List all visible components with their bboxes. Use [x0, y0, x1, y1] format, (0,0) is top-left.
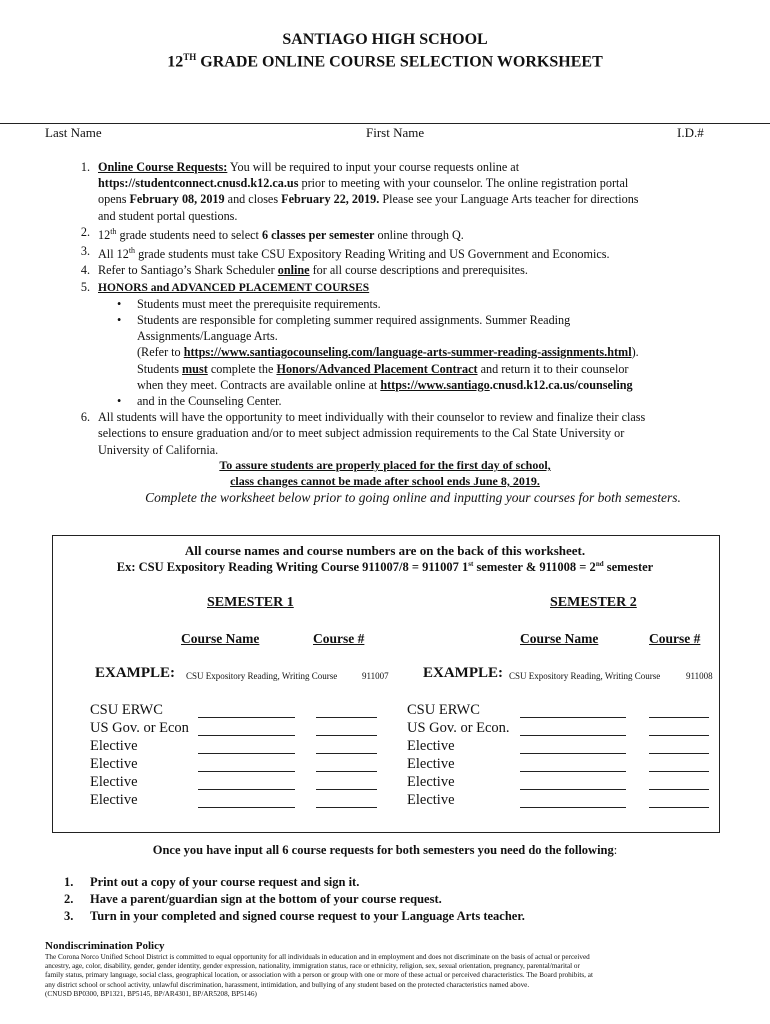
- title-grade: 12: [167, 53, 184, 71]
- item-text: All students will have the opportunity to meet individually with their counselor to review and finalize their class: [98, 410, 646, 425]
- counseling-link[interactable]: https://www.santiago: [380, 377, 490, 392]
- schedule-change-warning: [0, 457, 770, 489]
- step-number: 2.: [64, 892, 74, 906]
- nondiscrimination-heading: Nondiscrimination Policy: [45, 940, 165, 952]
- sem1-course-number-field[interactable]: [316, 753, 377, 754]
- must-emphasis: must: [182, 361, 208, 376]
- example-text: Ex: CSU Expository Reading Writing Course 911007/8 = 911007 1: [116, 560, 469, 575]
- item-text: University of California.: [98, 442, 219, 457]
- title-grade-suffix: TH: [183, 52, 197, 62]
- sem2-course-name-field[interactable]: [520, 807, 626, 808]
- sem2-course-number-field[interactable]: [649, 753, 709, 754]
- bullet-item: [117, 296, 735, 312]
- list-item: [45, 279, 735, 296]
- item-number: 6.: [80, 410, 90, 425]
- sem2-course-number-header: Course #: [649, 631, 701, 646]
- warning-line: To assure students are properly placed for the first day of school,: [219, 458, 551, 472]
- sem1-example-course: CSU Expository Reading, Writing Course: [186, 671, 338, 681]
- sem1-course-label: Elective: [90, 792, 138, 808]
- item-text: prior to meeting with your counselor. The online registration portal: [298, 176, 629, 191]
- step-number: 1.: [64, 875, 74, 889]
- policy-line: (CNUSD BP0300, BP1321, BP5145, BP/AR4301, BP/AR5208, BP5146): [45, 989, 257, 998]
- ordinal-suffix: nd: [595, 560, 604, 568]
- sem1-course-label: Elective: [90, 738, 138, 754]
- sem2-course-name-field[interactable]: [520, 717, 626, 718]
- title-rest: GRADE ONLINE COURSE SELECTION WORKSHEET: [196, 53, 603, 71]
- policy-line: The Corona Norco Unified School District is committed to equal opportunity for all individuals in education and in employment and does not discriminate on the basis of actual or perceived: [45, 953, 590, 961]
- sem1-example-label: EXAMPLE:: [95, 665, 175, 681]
- item-number: 2.: [80, 224, 90, 239]
- list-item: [45, 262, 735, 278]
- sem2-example-number: 911008: [686, 671, 713, 681]
- step-text: Print out a copy of your course request and sign it.: [90, 875, 360, 889]
- sem2-course-name-field[interactable]: [520, 771, 626, 772]
- item-number: 3.: [80, 244, 90, 259]
- item-text: You will be required to input your course requests online at: [227, 160, 520, 174]
- item-text: grade students must take CSU Expository Reading Writing and US Government and Economics.: [135, 247, 610, 262]
- sem1-course-number-header: Course #: [313, 631, 365, 646]
- item-text: ).: [631, 345, 639, 360]
- sem1-course-number-field[interactable]: [316, 771, 377, 772]
- sem2-course-name-field[interactable]: [520, 735, 626, 736]
- item-number: 4.: [80, 263, 90, 278]
- online-requests-heading: Online Course Requests:: [98, 160, 228, 174]
- list-item: [45, 159, 735, 175]
- sem1-course-name-field[interactable]: [198, 735, 295, 736]
- ordinal-suffix: th: [110, 226, 117, 236]
- followup-intro: [0, 843, 770, 858]
- item-text: and student portal questions.: [98, 208, 238, 223]
- item-number: 5.: [80, 279, 90, 294]
- sem1-course-name-field[interactable]: [198, 717, 295, 718]
- sem1-course-number-field[interactable]: [316, 807, 377, 808]
- step-number: 3.: [64, 909, 74, 923]
- policy-line: family status, primary language, social class, geographical location, or association with a person or group with one or more of these actual or perceived characteristics. The Board prohibits, at: [45, 971, 593, 980]
- item-text: Assignments/Language Arts.: [137, 329, 278, 344]
- item-text: and in the Counseling Center.: [137, 393, 282, 408]
- example-text: semester & 911008 = 2: [473, 560, 596, 575]
- open-date: February 08, 2019: [129, 192, 225, 207]
- semester-1-heading: SEMESTER 1: [207, 595, 294, 610]
- item-text: opens: [98, 192, 130, 207]
- nondiscrimination-text: [45, 953, 725, 999]
- semester-2-heading: SEMESTER 2: [550, 595, 637, 610]
- item-text: 12: [98, 227, 111, 242]
- list-item: [64, 874, 525, 891]
- school-name: SANTIAGO HIGH SCHOOL: [282, 31, 488, 48]
- list-item: [45, 409, 735, 425]
- sem1-course-name-field[interactable]: [198, 753, 295, 754]
- sem1-course-label: CSU ERWC: [90, 702, 163, 718]
- classes-per-semester: 6 classes per semester: [261, 227, 375, 242]
- sem2-course-number-field[interactable]: [649, 771, 709, 772]
- sem1-course-name-field[interactable]: [198, 789, 295, 790]
- sem2-course-label: Elective: [407, 738, 455, 754]
- policy-line: any district school or school activity, unlawful discrimination, harassment, intimidation, and bullying of any student based on the protected characteristics named above.: [45, 980, 530, 989]
- ordinal-suffix: th: [128, 246, 136, 256]
- item-text: complete the: [207, 361, 277, 376]
- item-text: online through Q.: [374, 227, 464, 242]
- item-text: when they meet. Contracts are available online at: [137, 377, 381, 392]
- bullet-icon: •: [117, 393, 122, 408]
- sem2-course-name-field[interactable]: [520, 789, 626, 790]
- sem1-course-name-header: Course Name: [181, 631, 260, 646]
- step-text: Turn in your completed and signed course request to your Language Arts teacher.: [90, 909, 525, 923]
- item-text: grade students need to select: [116, 227, 262, 242]
- id-label: I.D.#: [677, 125, 704, 140]
- list-item: [64, 891, 525, 908]
- followup-colon: :: [613, 843, 618, 857]
- item-text: and return it to their counselor: [477, 361, 629, 376]
- counseling-link-rest[interactable]: .cnusd.k12.ca.us/counseling: [489, 377, 633, 392]
- sem1-course-name-field[interactable]: [198, 807, 295, 808]
- followup-steps: [64, 874, 525, 925]
- sem2-example-course: CSU Expository Reading, Writing Course: [509, 671, 661, 681]
- sem2-course-label: Elective: [407, 792, 455, 808]
- honors-ap-heading: HONORS and ADVANCED PLACEMENT COURSES: [98, 281, 370, 294]
- sem1-course-number-field[interactable]: [316, 789, 377, 790]
- item-text: All 12: [98, 247, 129, 262]
- sem2-course-number-field[interactable]: [649, 807, 709, 808]
- sem1-course-label: Elective: [90, 774, 138, 790]
- policy-line: ancestry, age, color, disability, gender, gender identity, gender expression, nationality, immigration status, race or ethnicity, religion, sex, sexual orientation, pregnancy, parental/marital or: [45, 962, 580, 971]
- sem2-course-name-header: Course Name: [520, 631, 599, 646]
- complete-worksheet-instruction: Complete the worksheet below prior to going online and inputting your courses for both semesters.: [145, 490, 681, 505]
- sem1-course-label: US Gov. or Econ: [90, 720, 189, 736]
- online-link[interactable]: online: [277, 263, 310, 278]
- bullet-icon: •: [117, 312, 122, 327]
- sem2-course-label: US Gov. or Econ.: [407, 720, 510, 736]
- name-line-divider: [0, 123, 770, 124]
- sem2-example-label: EXAMPLE:: [423, 665, 503, 681]
- sem2-course-label: CSU ERWC: [407, 702, 480, 718]
- close-date: February 22, 2019.: [281, 192, 380, 207]
- worksheet-title: [0, 52, 770, 71]
- bullet-item: [117, 393, 735, 409]
- instructions-list: [45, 159, 735, 458]
- step-text: Have a parent/guardian sign at the bottom of your course request.: [90, 892, 442, 906]
- item-text: and closes: [224, 192, 282, 207]
- item-text: selections to ensure graduation and/or to meet subject admission requirements to the Cal State University or: [98, 426, 625, 441]
- sem2-course-label: Elective: [407, 774, 455, 790]
- sem1-course-number-field[interactable]: [316, 717, 377, 718]
- bullet-icon: •: [117, 296, 122, 311]
- bullet-item: [117, 312, 735, 328]
- example-text: semester: [603, 560, 654, 575]
- warning-line: class changes cannot be made after school ends June 8, 2019.: [230, 474, 540, 488]
- studentconnect-link[interactable]: https://studentconnect.cnusd.k12.ca.us: [98, 176, 299, 191]
- last-name-label: Last Name: [45, 125, 102, 140]
- item-text: Please see your Language Arts teacher for directions: [379, 192, 639, 207]
- list-item: [45, 243, 735, 262]
- item-text: Refer to Santiago’s Shark Scheduler: [98, 263, 278, 278]
- list-item: [64, 908, 525, 925]
- ordinal-suffix: st: [468, 560, 474, 568]
- item-number: 1.: [80, 160, 90, 174]
- sem2-course-label: Elective: [407, 756, 455, 772]
- item-text: Students: [137, 361, 183, 376]
- sem2-course-name-field[interactable]: [520, 753, 626, 754]
- item-text: Students must meet the prerequisite requirements.: [137, 296, 381, 311]
- sem2-course-number-field[interactable]: [649, 717, 709, 718]
- item-text: Students are responsible for completing summer required assignments. Summer Reading: [137, 312, 571, 327]
- list-item: [45, 224, 735, 243]
- sem1-course-name-field[interactable]: [198, 771, 295, 772]
- first-name-label: First Name: [366, 125, 425, 140]
- sem1-example-number: 911007: [362, 671, 389, 681]
- sem2-course-number-field[interactable]: [649, 735, 709, 736]
- summer-reading-link[interactable]: https://www.santiagocounseling.com/language-arts-summer-reading-assignments.html: [183, 345, 632, 360]
- item-text: (Refer to: [137, 345, 184, 360]
- sem1-course-number-field[interactable]: [316, 735, 377, 736]
- sem1-course-label: Elective: [90, 756, 138, 772]
- item-text: for all course descriptions and prerequisites.: [309, 263, 528, 278]
- followup-intro-text: Once you have input all 6 course requests for both semesters you need do the following: [152, 843, 614, 857]
- contract-link[interactable]: Honors/Advanced Placement Contract: [276, 361, 478, 376]
- course-number-example: [52, 560, 718, 575]
- box-heading: All course names and course numbers are on the back of this worksheet.: [184, 543, 586, 558]
- sem2-course-number-field[interactable]: [649, 789, 709, 790]
